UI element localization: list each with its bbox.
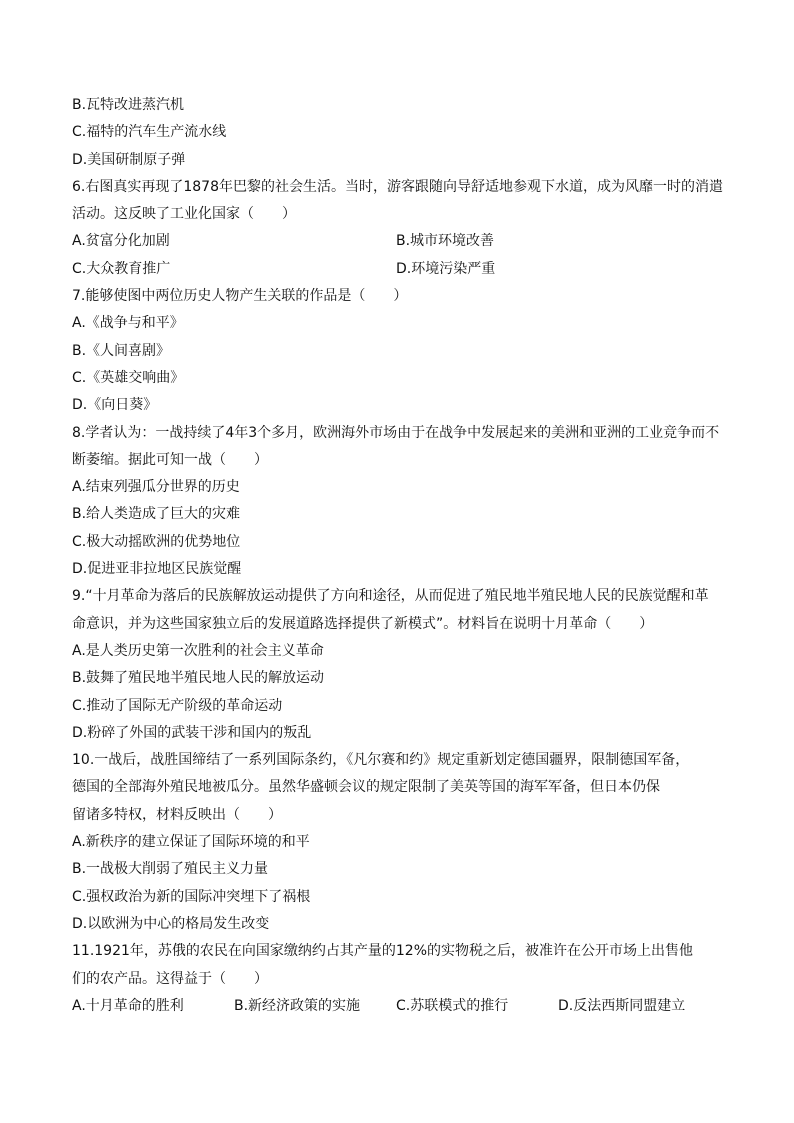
q10-stem-line-3: 留诸多特权，材料反映出（ ） [72, 806, 282, 823]
q7-stem: 7.能够使图中两位历史人物产生关联的作品是（ ） [72, 288, 408, 305]
q6-options-row-2 [72, 256, 732, 283]
q11-options-row [72, 993, 732, 1020]
q8-stem-line-1: 8.学者认为：一战持续了4年3个多月，欧洲海外市场由于在战争中发展起来的美洲和亚洲的工业竞争而不 [72, 424, 720, 441]
q5-option-b: B.瓦特改进蒸汽机 [72, 97, 185, 113]
q6-stem-line-2: 活动。这反映了工业化国家（ ） [72, 206, 296, 223]
q7-option-a: A.《战争与和平》 [72, 315, 184, 332]
q7-option-c: C.《英雄交响曲》 [72, 369, 185, 386]
q11-option-b: B.新经济政策的实施 [234, 997, 361, 1014]
q6-option-b: B.城市环境改善 [396, 233, 495, 250]
q10-option-b: B.一战极大削弱了殖民主义力量 [72, 861, 269, 878]
q8-option-b: B.给人类造成了巨大的灾难 [72, 506, 241, 523]
q6-options-row-1 [72, 228, 732, 255]
q8-option-d: D.促进亚非拉地区民族觉醒 [72, 561, 242, 578]
q9-option-c: C.推动了国际无产阶级的革命运动 [72, 697, 283, 714]
q8-option-c: C.极大动摇欧洲的优势地位 [72, 533, 241, 550]
q6-option-d: D.环境污染严重 [396, 260, 496, 277]
q10-option-a: A.新秩序的建立保证了国际环境的和平 [72, 834, 310, 851]
q7-option-d: D.《向日葵》 [72, 397, 158, 414]
q10-stem-line-2: 德国的全部海外殖民地被瓜分。虽然华盛顿会议的规定限制了美英等国的海军军备，但日本仍保 [72, 779, 660, 796]
q10-option-c: C.强权政治为新的国际冲突埋下了祸根 [72, 888, 311, 905]
q11-stem-line-1: 11.1921年，苏俄的农民在向国家缴纳约占其产量的12%的实物税之后，被准许在公开市场上出售他 [72, 943, 694, 960]
q9-stem-line-2: 命意识，并为这些国家独立后的发展道路选择提供了新模式”。材料旨在说明十月革命（ ） [72, 615, 654, 632]
q10-option-d: D.以欧洲为中心的格局发生改变 [72, 915, 270, 932]
q11-option-c: C.苏联模式的推行 [396, 997, 509, 1014]
q5-option-d: D.美国研制原子弹 [72, 151, 186, 168]
q9-option-d: D.粉碎了外国的武装干涉和国内的叛乱 [72, 724, 312, 741]
q8-stem-line-2: 断萎缩。据此可知一战（ ） [72, 451, 268, 468]
q10-stem-line-1: 10.一战后，战胜国缔结了一系列国际条约，《凡尔赛和约》规定重新划定德国疆界，限制德国军备， [72, 752, 690, 769]
q8-option-a: A.结束列强瓜分世界的历史 [72, 479, 240, 496]
q9-stem-line-1: 9.“十月革命为落后的民族解放运动提供了方向和途径，从而促进了殖民地半殖民地人民的民族觉醒和革 [72, 588, 709, 605]
q5-option-c: C.福特的汽车生产流水线 [72, 124, 227, 141]
q11-option-d: D.反法西斯同盟建立 [558, 997, 686, 1014]
q11-stem-line-2: 们的农产品。这得益于（ ） [72, 970, 268, 987]
q7-option-b: B.《人间喜剧》 [72, 342, 171, 359]
q11-option-a: A.十月革命的胜利 [72, 997, 184, 1014]
q6-option-a: A.贫富分化加剧 [72, 233, 170, 250]
q9-option-a: A.是人类历史第一次胜利的社会主义革命 [72, 642, 324, 659]
q9-option-b: B.鼓舞了殖民地半殖民地人民的解放运动 [72, 670, 325, 687]
q6-option-c: C.大众教育推广 [72, 260, 171, 277]
q6-stem-line-1: 6.右图真实再现了1878年巴黎的社会生活。当时，游客跟随向导舒适地参观下水道，成为风靡一时的消遣 [72, 178, 723, 195]
exam-page [72, 92, 732, 1020]
